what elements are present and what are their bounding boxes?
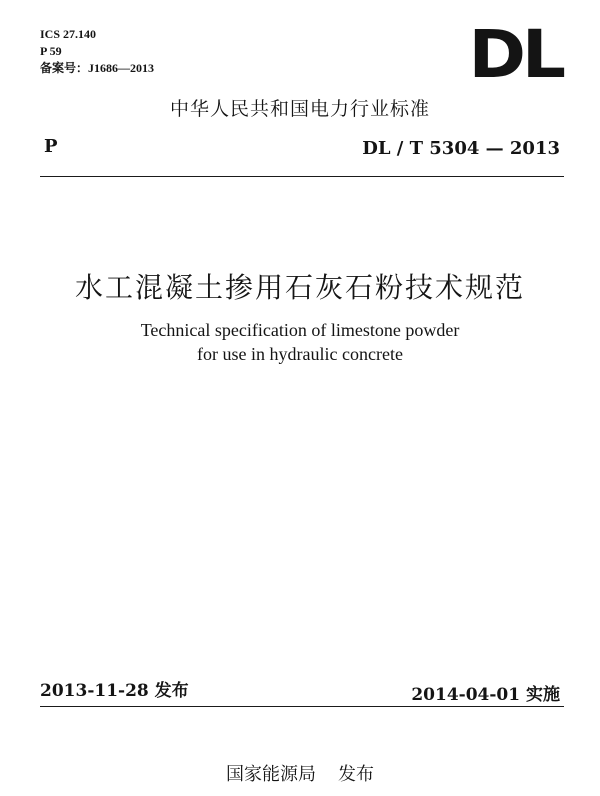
title-english-line2: for use in hydraulic concrete: [197, 344, 403, 364]
classification-code: P 59: [40, 44, 62, 58]
standard-category: P: [44, 136, 58, 157]
header-meta: [40, 26, 154, 77]
standard-number: DL / T 5304 — 2013: [362, 138, 560, 159]
industry-standard-heading: 中华人民共和国电力行业标准: [169, 98, 430, 120]
title-chinese: 水工混凝土掺用石灰石粉技术规范: [74, 271, 525, 304]
title-english: [0, 318, 600, 366]
record-number: 备案号：J1686—2013: [40, 61, 155, 75]
issue-date: 2013-11-28 发布: [40, 681, 189, 701]
publisher-name: 国家能源局: [226, 764, 316, 785]
top-divider: [40, 176, 564, 177]
dl-logo: DL: [468, 16, 562, 93]
publisher-action: 发布: [338, 764, 374, 785]
title-english-line1: Technical specification of limestone powder: [140, 320, 460, 340]
ics-code: ICS 27.140: [40, 27, 97, 41]
bottom-divider: [40, 706, 564, 707]
publisher-line: [0, 760, 600, 786]
implementation-date: 2014-04-01 实施: [411, 685, 560, 705]
